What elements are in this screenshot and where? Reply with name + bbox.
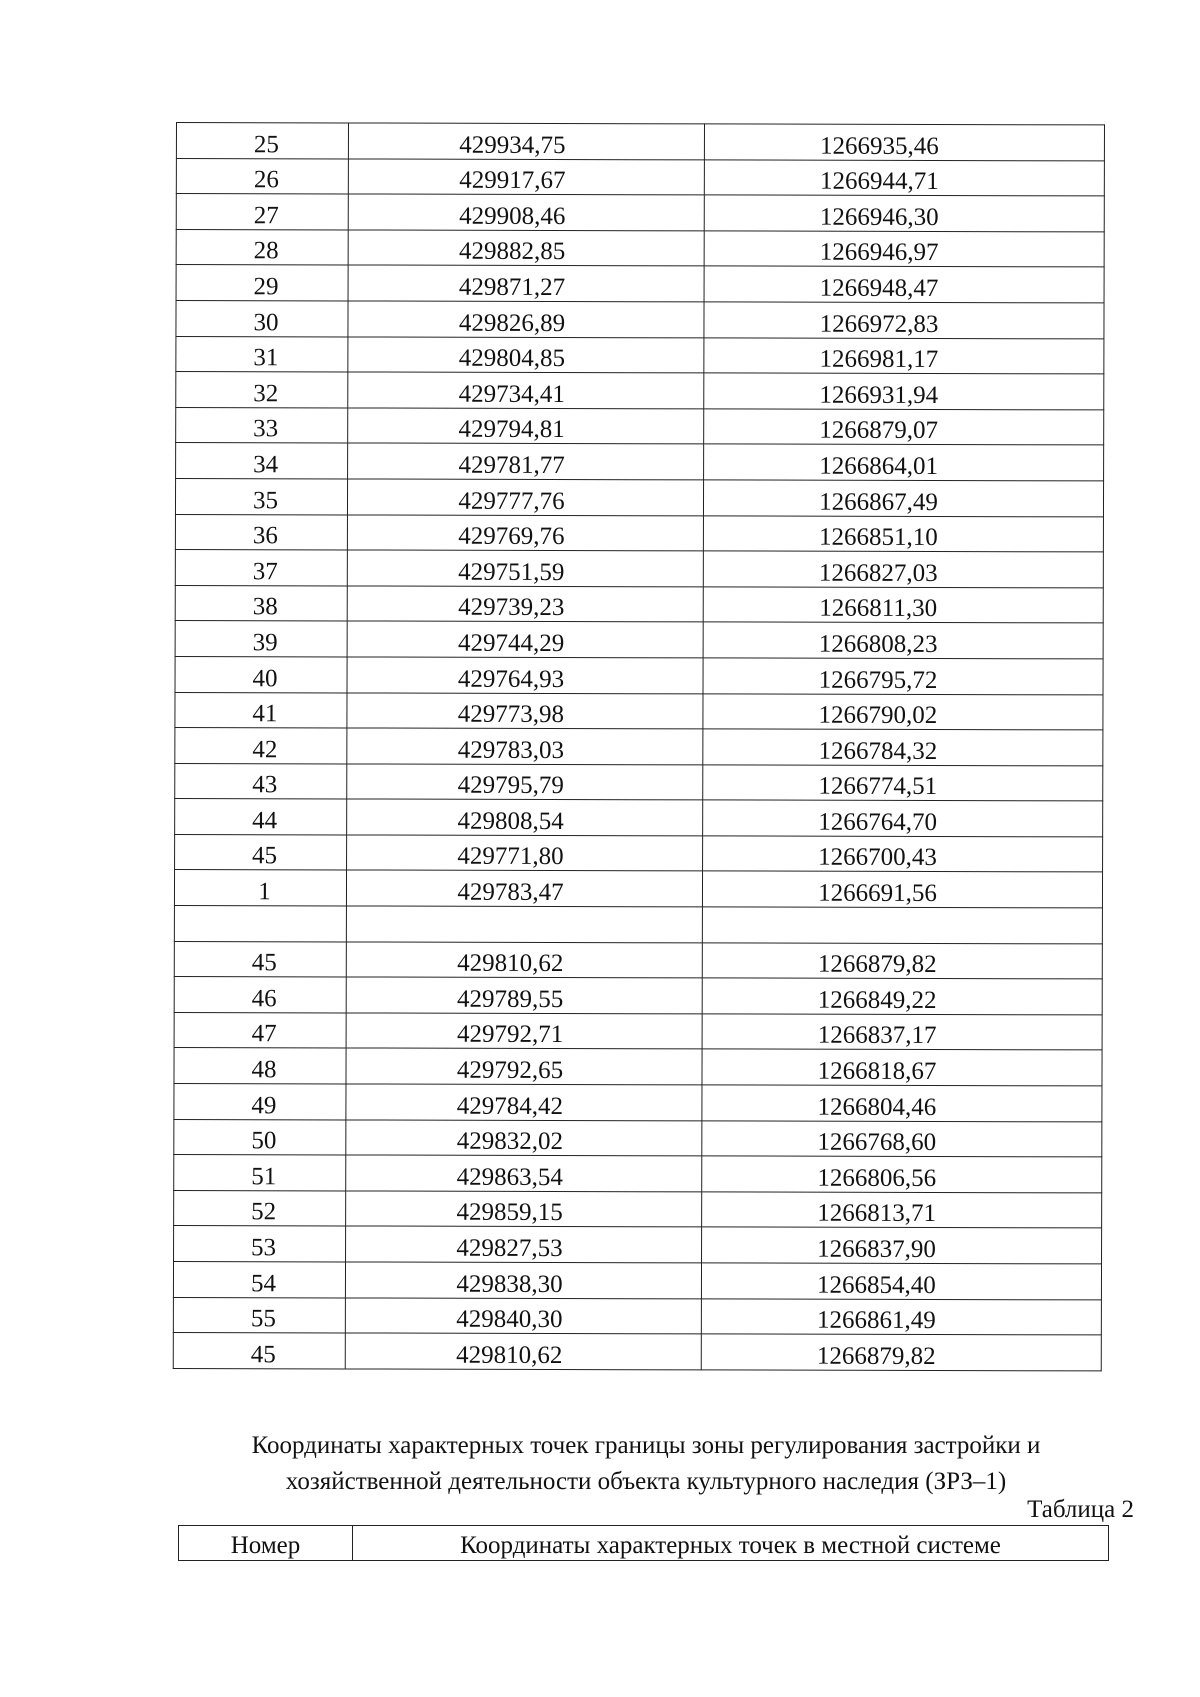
table-row [174,1084,1102,1122]
point-number-cell: 45 [173,1333,345,1369]
table-row [176,194,1104,232]
caption-line-1: Координаты характерных точек границы зоны регулирования застройки и [251,1432,1041,1459]
x-coordinate-cell: 429777,76 [347,479,703,516]
x-coordinate-cell: 429781,77 [348,443,704,480]
point-number-cell: 45 [174,941,346,977]
point-number-cell: 42 [175,728,347,764]
x-coordinate-cell: 429827,53 [346,1226,702,1263]
y-coordinate-cell: 1266851,10 [703,515,1103,552]
coordinates-table-body [173,123,1104,1371]
point-number-cell: 45 [175,834,347,870]
x-coordinate-cell: 429784,42 [346,1084,702,1121]
y-coordinate-cell: 1266946,30 [704,195,1104,232]
x-coordinate-cell: 429744,29 [347,621,703,658]
y-coordinate-cell: 1266827,03 [703,551,1103,588]
y-coordinate-cell: 1266804,46 [702,1085,1102,1122]
table-row [176,336,1104,374]
table-row [175,656,1103,694]
point-number-cell: 26 [176,158,348,194]
point-number-cell: 27 [176,194,348,230]
y-coordinate-cell: 1266879,82 [701,1334,1101,1371]
x-coordinate-cell [346,906,702,943]
x-coordinate-cell: 429859,15 [346,1191,702,1228]
x-coordinate-cell: 429792,65 [346,1048,702,1085]
table-row [175,550,1103,588]
y-coordinate-cell: 1266764,70 [703,800,1103,837]
x-coordinate-cell: 429863,54 [346,1155,702,1192]
table-caption [176,1428,1116,1500]
table-row [176,158,1104,196]
point-number-cell [174,906,346,942]
x-coordinate-cell: 429739,23 [347,586,703,623]
y-coordinate-cell: 1266972,83 [704,302,1104,339]
table-row [173,1261,1101,1299]
x-coordinate-cell: 429792,71 [346,1013,702,1050]
y-coordinate-cell: 1266811,30 [703,587,1103,624]
x-coordinate-cell: 429934,75 [348,123,704,160]
x-coordinate-cell: 429808,54 [347,799,703,836]
y-coordinate-cell: 1266691,56 [702,871,1102,908]
point-number-cell: 46 [174,977,346,1013]
x-coordinate-cell: 429882,85 [348,230,704,267]
point-number-cell: 40 [175,656,347,692]
table-row [175,834,1103,872]
x-coordinate-cell: 429783,03 [347,728,703,765]
x-coordinate-cell: 429917,67 [348,159,704,196]
point-number-cell: 33 [176,407,348,443]
table-row [174,906,1102,944]
y-coordinate-cell: 1266795,72 [703,658,1103,695]
header-number-cell: Номер [179,1526,353,1561]
point-number-cell: 43 [175,763,347,799]
point-number-cell: 55 [173,1297,345,1333]
x-coordinate-cell: 429771,80 [347,835,703,872]
table-row [176,265,1104,303]
table-row [176,372,1104,410]
y-coordinate-cell: 1266879,07 [704,409,1104,446]
y-coordinate-cell: 1266790,02 [703,693,1103,730]
y-coordinate-cell: 1266806,56 [702,1156,1102,1193]
point-number-cell: 30 [176,300,348,336]
table-row [174,977,1102,1015]
point-number-cell: 32 [176,372,348,408]
point-number-cell: 36 [175,514,347,550]
table-row [173,1333,1101,1371]
table-row [176,123,1104,161]
table-row [176,229,1104,267]
table-number-label: Таблица 2 [1027,1496,1134,1523]
y-coordinate-cell: 1266854,40 [701,1263,1101,1300]
point-number-cell: 51 [174,1155,346,1191]
point-number-cell: 48 [174,1048,346,1084]
x-coordinate-cell: 429810,62 [346,942,702,979]
y-coordinate-cell: 1266784,32 [703,729,1103,766]
x-coordinate-cell: 429838,30 [345,1262,701,1299]
y-coordinate-cell: 1266768,60 [702,1121,1102,1158]
x-coordinate-cell: 429734,41 [348,372,704,409]
y-coordinate-cell: 1266864,01 [704,444,1104,481]
y-coordinate-cell [702,907,1102,944]
table-row [174,1119,1102,1157]
table-2-header [178,1525,1109,1561]
point-number-cell: 31 [176,336,348,372]
point-number-cell: 29 [176,265,348,301]
y-coordinate-cell: 1266931,94 [704,373,1104,410]
x-coordinate-cell: 429871,27 [348,265,704,302]
caption-line-2: хозяйственной деятельности объекта культурного наследия (ЗРЗ–1) [285,1468,1007,1495]
table-row [176,300,1104,338]
y-coordinate-cell: 1266813,71 [702,1192,1102,1229]
y-coordinate-cell: 1266946,97 [704,231,1104,268]
point-number-cell: 44 [175,799,347,835]
x-coordinate-cell: 429764,93 [347,657,703,694]
x-coordinate-cell: 429794,81 [348,408,704,445]
y-coordinate-cell: 1266700,43 [703,836,1103,873]
point-number-cell: 39 [175,621,347,657]
x-coordinate-cell: 429840,30 [345,1298,701,1335]
table-row [175,514,1103,552]
point-number-cell: 47 [174,1012,346,1048]
table-row [174,1226,1102,1264]
x-coordinate-cell: 429810,62 [345,1333,701,1370]
point-number-cell: 49 [174,1084,346,1120]
point-number-cell: 35 [175,478,347,514]
point-number-cell: 25 [176,123,348,159]
table-row [176,443,1104,481]
x-coordinate-cell: 429769,76 [347,514,703,551]
table-row [175,478,1103,516]
y-coordinate-cell: 1266948,47 [704,266,1104,303]
table-row [175,763,1103,801]
point-number-cell: 52 [174,1190,346,1226]
point-number-cell: 1 [174,870,346,906]
x-coordinate-cell: 429832,02 [346,1120,702,1157]
x-coordinate-cell: 429789,55 [346,977,702,1014]
table-row [176,407,1104,445]
table-row [173,1297,1101,1335]
point-number-cell: 50 [174,1119,346,1155]
point-number-cell: 34 [176,443,348,479]
y-coordinate-cell: 1266837,17 [702,1014,1102,1051]
x-coordinate-cell: 429751,59 [347,550,703,587]
x-coordinate-cell: 429908,46 [348,194,704,231]
x-coordinate-cell: 429795,79 [347,764,703,801]
y-coordinate-cell: 1266837,90 [702,1227,1102,1264]
y-coordinate-cell: 1266944,71 [704,159,1104,196]
table-row [174,1048,1102,1086]
table-2-header-row [179,1526,1109,1561]
y-coordinate-cell: 1266849,22 [702,978,1102,1015]
table-row [174,870,1102,908]
y-coordinate-cell: 1266818,67 [702,1049,1102,1086]
table-row [175,799,1103,837]
y-coordinate-cell: 1266879,82 [702,943,1102,980]
point-number-cell: 38 [175,585,347,621]
point-number-cell: 28 [176,229,348,265]
point-number-cell: 54 [173,1261,345,1297]
point-number-cell: 41 [175,692,347,728]
coordinates-table [173,122,1105,1371]
header-coordinates-cell: Координаты характерных точек в местной системе [353,1526,1109,1561]
x-coordinate-cell: 429804,85 [348,337,704,374]
point-number-cell: 37 [175,550,347,586]
x-coordinate-cell: 429773,98 [347,692,703,729]
table-row [174,1190,1102,1228]
table-row [175,621,1103,659]
y-coordinate-cell: 1266774,51 [703,765,1103,802]
table-row [175,585,1103,623]
table-row [174,1155,1102,1193]
y-coordinate-cell: 1266981,17 [704,337,1104,374]
x-coordinate-cell: 429826,89 [348,301,704,338]
point-number-cell: 53 [174,1226,346,1262]
y-coordinate-cell: 1266935,46 [704,124,1104,161]
table-row [174,1012,1102,1050]
y-coordinate-cell: 1266808,23 [703,622,1103,659]
y-coordinate-cell: 1266861,49 [701,1298,1101,1335]
y-coordinate-cell: 1266867,49 [703,480,1103,517]
x-coordinate-cell: 429783,47 [346,870,702,907]
table-row [174,941,1102,979]
table-row [175,728,1103,766]
table-row [175,692,1103,730]
